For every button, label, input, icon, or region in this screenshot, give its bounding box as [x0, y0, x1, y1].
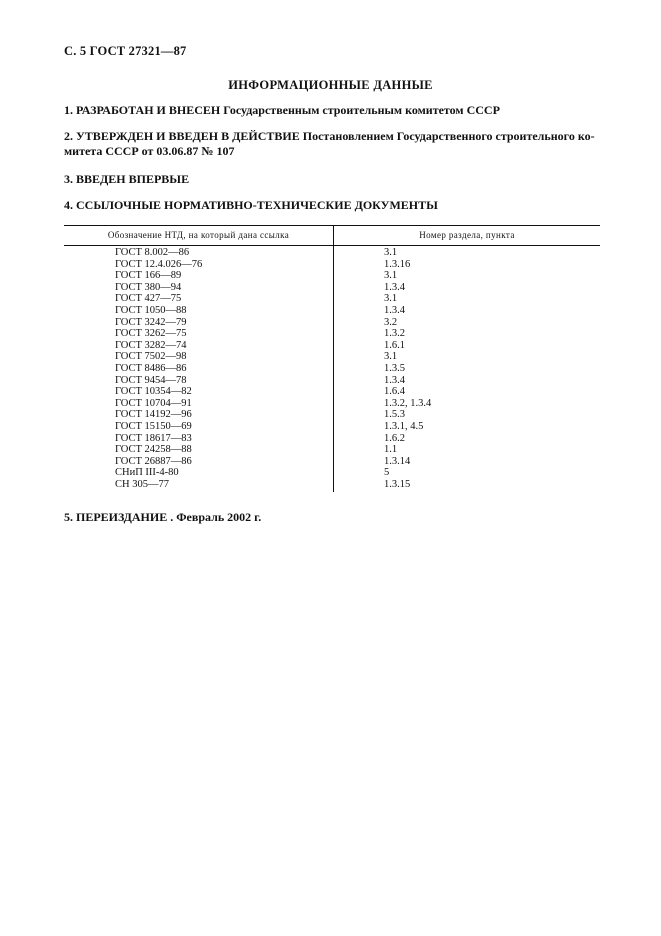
document-column [64, 246, 334, 492]
column-header-document: Обозначение НТД, на который дана ссылка [64, 226, 334, 245]
table-header-row [64, 226, 600, 246]
info-item-1 [64, 103, 604, 118]
section-cell: 3.2 [384, 316, 398, 328]
item-number: 2. [64, 129, 73, 143]
section-cell: 1.6.2 [384, 432, 405, 444]
section-cell: 1.6.4 [384, 386, 405, 398]
document-cell: ГОСТ 3242—79 [115, 316, 187, 328]
document-cell: ГОСТ 7502—98 [115, 351, 187, 363]
item-lead: ПЕРЕИЗДАНИЕ . Февраль 2002 г. [76, 510, 262, 524]
table-body [64, 246, 600, 492]
section-cell: 1.3.4 [384, 304, 405, 316]
section-column [334, 246, 600, 492]
document-cell: СН 305—77 [115, 478, 169, 490]
section-cell: 1.3.14 [384, 455, 411, 467]
document-cell: ГОСТ 10704—91 [115, 397, 192, 409]
item-number: 1. [64, 103, 73, 117]
section-cell: 1.3.16 [384, 258, 411, 270]
document-cell: ГОСТ 1050—88 [115, 304, 187, 316]
page-header: С. 5 ГОСТ 27321—87 [64, 44, 187, 58]
document-cell: ГОСТ 18617—83 [115, 432, 192, 444]
section-cell: 3.1 [384, 247, 398, 258]
section-cell: 1.6.1 [384, 339, 405, 351]
item-lead: РАЗРАБОТАН И ВНЕСЕН [76, 103, 221, 117]
column-header-section: Номер раздела, пункта [419, 230, 515, 240]
document-cell: ГОСТ 26887—86 [115, 455, 192, 467]
section-cell: 1.3.2 [384, 328, 405, 340]
info-item-4 [64, 198, 604, 213]
section-cell: 1.3.4 [384, 374, 405, 386]
document-cell: ГОСТ 3282—74 [115, 339, 187, 351]
section-cell: 1.1 [384, 444, 398, 456]
document-cell: ГОСТ 10354—82 [115, 386, 192, 398]
document-cell: ГОСТ 9454—78 [115, 374, 187, 386]
page-title: ИНФОРМАЦИОННЫЕ ДАННЫЕ [228, 78, 433, 92]
document-cell: ГОСТ 24258—88 [115, 444, 192, 456]
item-text: Государственным строительным комитетом СССР [223, 103, 500, 117]
item-lead: ССЫЛОЧНЫЕ НОРМАТИВНО-ТЕХНИЧЕСКИЕ ДОКУМЕНТЫ [76, 198, 438, 212]
document-cell: ГОСТ 3262—75 [115, 328, 187, 340]
section-cell: 1.3.15 [384, 478, 411, 490]
item-number: 3. [64, 172, 73, 186]
section-cell: 5 [384, 467, 390, 479]
document-cell: ГОСТ 12.4.026—76 [115, 258, 203, 270]
section-cell: 3.1 [384, 270, 398, 282]
item-number: 5. [64, 510, 73, 524]
document-cell: ГОСТ 14192—96 [115, 409, 192, 421]
section-cell: 1.5.3 [384, 409, 405, 421]
reference-documents-table [64, 225, 600, 492]
section-cell: 1.3.1, 4.5 [384, 420, 424, 432]
item-lead: ВВЕДЕН ВПЕРВЫЕ [76, 172, 190, 186]
section-cell: 1.3.2, 1.3.4 [384, 397, 432, 409]
document-cell: ГОСТ 380—94 [115, 281, 182, 293]
document-cell: СНиП III-4-80 [115, 467, 179, 479]
item-text: Постановлением Государственного строительного ко-митета СССР от 03.06.87 № 107 [64, 129, 595, 158]
document-cell: ГОСТ 166—89 [115, 270, 182, 282]
document-cell: ГОСТ 15150—69 [115, 420, 192, 432]
section-cell: 1.3.5 [384, 362, 405, 374]
document-cell: ГОСТ 8.002—86 [115, 247, 190, 258]
section-cell: 3.1 [384, 293, 398, 305]
document-cell: ГОСТ 8486—86 [115, 362, 187, 374]
info-item-5 [64, 510, 604, 525]
section-cell: 1.3.4 [384, 281, 405, 293]
info-item-2 [64, 129, 604, 159]
section-cell: 3.1 [384, 351, 398, 363]
item-number: 4. [64, 198, 73, 212]
document-cell: ГОСТ 427—75 [115, 293, 182, 305]
item-lead: УТВЕРЖДЕН И ВВЕДЕН В ДЕЙСТВИЕ [76, 129, 300, 143]
info-item-3 [64, 172, 604, 187]
